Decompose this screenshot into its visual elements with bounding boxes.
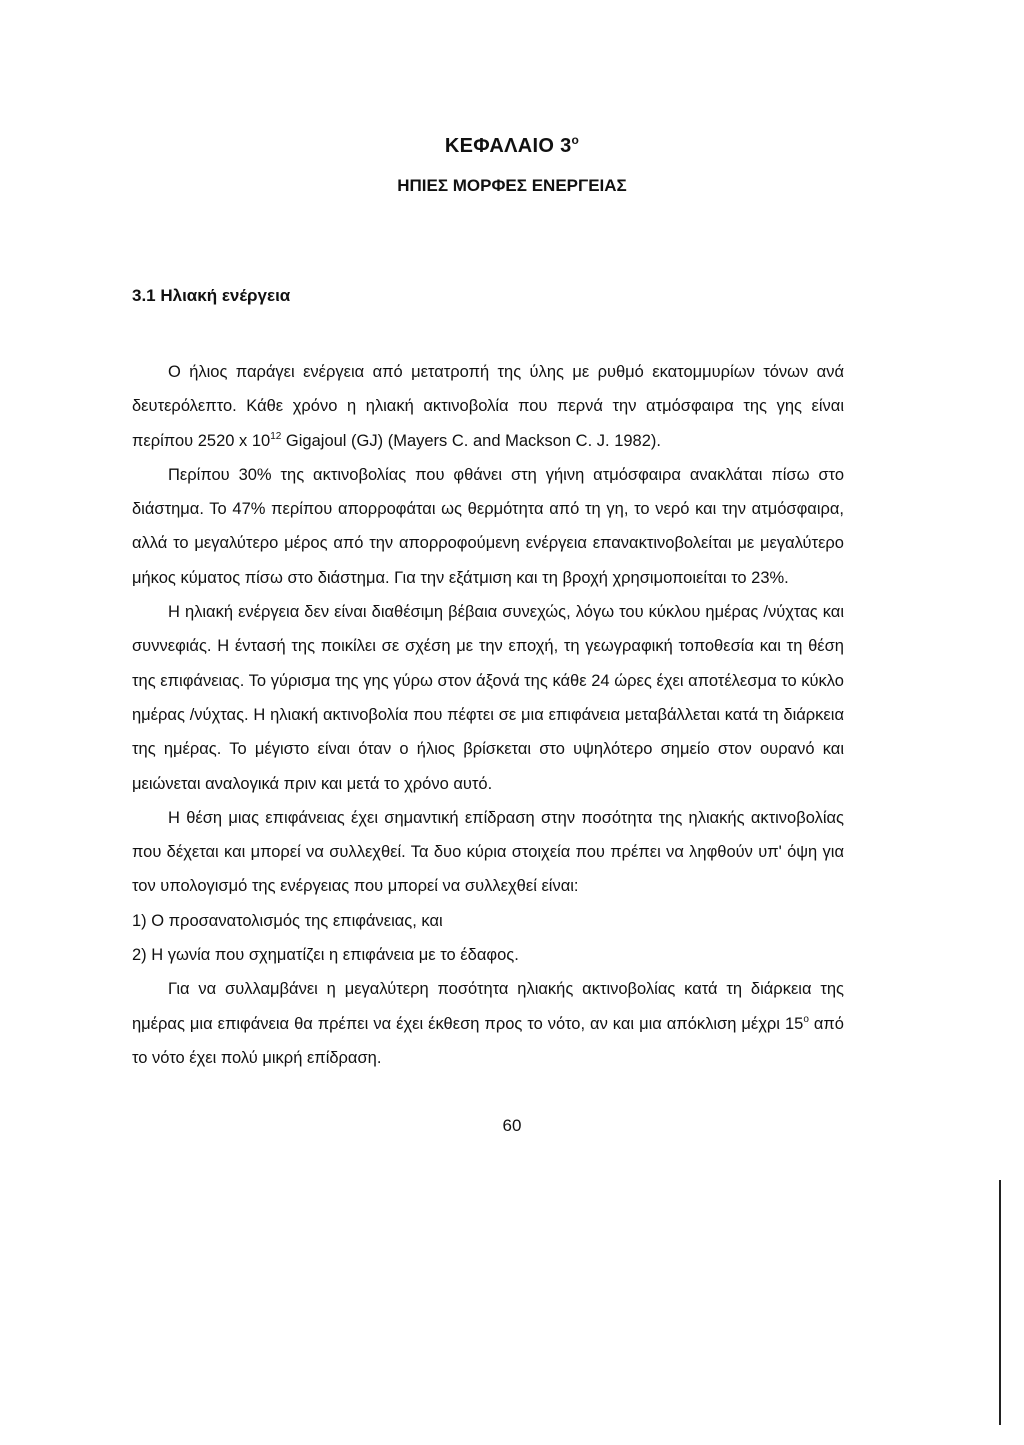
paragraph-1-exponent: 12 [270, 430, 282, 442]
paragraph-1-text-b: Gigajoul (GJ) (Mayers C. and Mackson C. J. 1982). [281, 431, 661, 450]
section-heading: 3.1 Ηλιακή ενέργεια [132, 286, 291, 305]
paragraph-1-text-a: Ο ήλιος παράγει ενέργεια από μετατροπή της ύλης με ρυθμό εκατομμυρίων τόνων ανά δευτερόλεπτο. Κάθε χρόνο η ηλιακή ακτινοβολία που περνά την ατμόσφαιρα της γης είναι περίπου 2520 x 10 [132, 363, 844, 450]
scan-margin-line [999, 1180, 1001, 1425]
paragraph-5 [132, 972, 844, 1075]
page-number: 60 [502, 1116, 522, 1136]
paragraph-5-text-a: Για να συλλαμβάνει η μεγαλύτερη ποσότητα ηλιακής ακτινοβολίας κατά τη διάρκεια της ημέρας μια επιφάνεια θα πρέπει να έχει έκθεση προς το νότο, αν και μια απόκλιση μέχρι 15 [132, 980, 844, 1033]
body-text [132, 355, 844, 1145]
paragraph-4: Η θέση μιας επιφάνειας έχει σημαντική επίδραση στην ποσότητα της ηλιακής ακτινοβολίας που δέχεται και μπορεί να συλλεχθεί. Τα δυο κύρια στοιχεία που πρέπει να ληφθούν υπ' όψη για τον υπολογισμό της ενέργειας που μπορεί να συλλεχθεί είναι: [132, 808, 844, 896]
list-item: 1) Ο προσανατολισμός της επιφάνειας, και [132, 911, 443, 930]
list-item: 2) Η γωνία που σχηματίζει η επιφάνεια με το έδαφος. [132, 946, 519, 965]
chapter-title-text: ΚΕΦΑΛΑΙΟ 3 [444, 135, 572, 157]
paragraph-5-text-b: από το νότο έχει πολύ μικρή επίδραση. [132, 1014, 844, 1067]
paragraph-3: Η ηλιακή ενέργεια δεν είναι διαθέσιμη βέβαια συνεχώς, λόγω του κύκλου ημέρας /νύχτας και συννεφιάς. Η έντασή της ποικίλει σε σχέση με την εποχή, τη γεωγραφική τοποθεσία και τη θέση της επιφάνειας. Το γύρισμα της γης γύρω στον άξονά της κάθε 24 ώρες έχει αποτέλεσμα το κύκλο ημέρας /νύχτας. Η ηλιακή ακτινοβολία που πέφτει σε μια επιφάνεια μεταβάλλεται κατά τη διάρκεια της ημέρας. Το μέγιστο είναι όταν ο ήλιος βρίσκεται στο υψηλότερο σημείο στον ουρανό και μειώνεται αναλογικά πριν και μετά το χρόνο αυτό. [132, 603, 844, 793]
chapter-title [0, 133, 1024, 158]
paragraph-1 [132, 355, 844, 458]
page-footer-spacer [132, 1075, 844, 1145]
paragraph-2: Περίπου 30% της ακτινοβολίας που φθάνει στη γήινη ατμόσφαιρα ανακλάται πίσω στο διάστημα. Το 47% περίπου απορροφάται ως θερμότητα από τη γη, το νερό και την ατμόσφαιρα, αλλά το μεγαλύτερο μέρος από την απορροφούμενη ενέργεια επανακτινοβολείται με μεγαλύτερο μήκος κύματος πίσω στο διάστημα. Για την εξάτμιση και τη βροχή χρησιμοποιείται το 23%. [132, 465, 844, 587]
chapter-degree-mark: ο [571, 133, 580, 147]
chapter-subtitle: ΗΠΙΕΣ ΜΟΡΦΕΣ ΕΝΕΡΓΕΙΑΣ [397, 176, 627, 195]
paragraph-5-degree-mark: ο [803, 1013, 809, 1025]
